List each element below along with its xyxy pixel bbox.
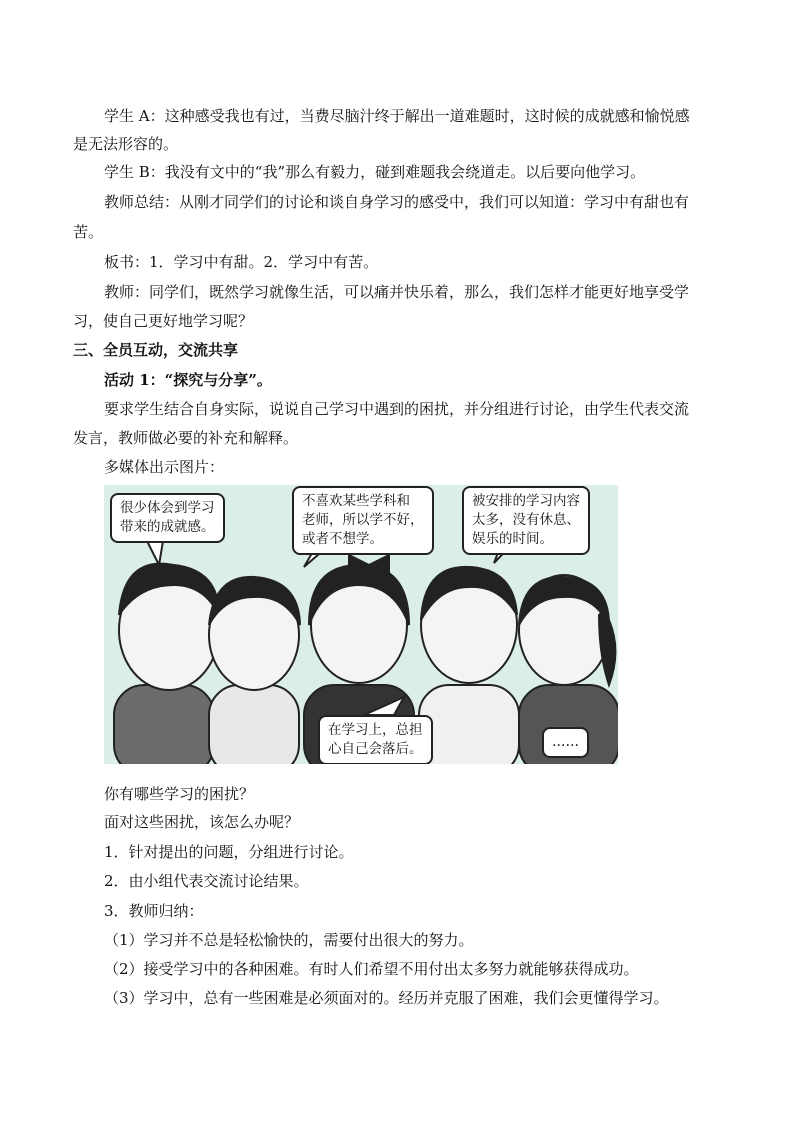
question-2: 面对这些困扰，该怎么办呢？ [104, 813, 300, 831]
bubble-4-line-1: 在学习上，总担 [328, 722, 423, 738]
speech-bubble-5 [542, 727, 589, 758]
question-1: 你有哪些学习的困扰？ [104, 785, 255, 803]
paragraph-multimedia: 多媒体出示图片： [104, 458, 225, 476]
paragraph-teacher-summary-line1: 教师总结：从刚才同学们的讨论和谈自身学习的感受中，我们可以知道：学习中有甜也有 [104, 193, 690, 211]
bubble-3-line-3: 娱乐的时间。 [472, 531, 553, 547]
speech-bubble-2 [292, 486, 434, 555]
activity-1-heading: 活动 1：“探究与分享”。 [104, 371, 272, 389]
conclusion-2: （2）接受学习中的各种困难。有时人们希望不用付出太多努力就能够获得成功。 [104, 960, 639, 978]
bubble-2-line-2: 老师，所以学不好， [302, 512, 424, 528]
bubble-4-line-2: 心自己会落后。 [328, 741, 423, 757]
step-2: 2．由小组代表交流讨论结果。 [104, 872, 309, 890]
step-1: 1．针对提出的问题，分组进行讨论。 [104, 843, 354, 861]
student-2-body [209, 685, 299, 764]
bubble-1-line-1: 很少体会到学习 [120, 500, 215, 516]
paragraph-teacher-line2: 习，使自己更好地学习呢？ [73, 312, 254, 330]
paragraph-board-writing: 板书：1．学习中有甜。2．学习中有苦。 [104, 253, 379, 271]
bubble-3-line-2: 太多，没有休息、 [472, 512, 580, 528]
bubble-3-line-1: 被安排的学习内容 [472, 493, 580, 509]
paragraph-student-a-line1: 学生 A：这种感受我也有过，当费尽脑汁终于解出一道难题时，这时候的成就感和愉悦感 [104, 107, 690, 125]
student-4-body [419, 685, 519, 764]
speech-bubble-4 [318, 715, 433, 764]
speech-bubble-1 [110, 493, 225, 543]
paragraph-student-a-line2: 是无法形容的。 [73, 135, 179, 153]
section-heading-3: 三、全员互动，交流共享 [73, 341, 239, 359]
conclusion-3: （3）学习中，总有一些困难是必须面对的。经历并克服了困难，我们会更懂得学习。 [104, 989, 669, 1007]
bubble-2-line-3: 或者不想学。 [302, 531, 383, 547]
bubble-2-line-1: 不喜欢某些学科和 [302, 493, 410, 509]
conclusion-1: （1）学习并不总是轻松愉快的，需要付出很大的努力。 [104, 931, 474, 949]
illustration-students-talking [104, 485, 618, 764]
paragraph-teacher-summary-line2: 苦。 [73, 223, 104, 241]
student-1-body [114, 685, 214, 764]
step-3: 3．教师归纳： [104, 902, 204, 920]
student-5-ponytail [599, 610, 615, 685]
bubble-5-text: …… [552, 734, 579, 750]
paragraph-student-b: 学生 B：我没有文中的“我”那么有毅力，碰到难题我会绕道走。以后要向他学习。 [104, 163, 646, 181]
bubble-1-line-2: 带来的成就感。 [120, 519, 215, 535]
paragraph-requirement-line2: 发言，教师做必要的补充和解释。 [73, 429, 299, 447]
paragraph-teacher-line1: 教师：同学们，既然学习就像生活，可以痛并快乐着，那么，我们怎样才能更好地享受学 [104, 283, 690, 301]
paragraph-requirement-line1: 要求学生结合自身实际，说说自己学习中遇到的困扰，并分组进行讨论，由学生代表交流 [104, 400, 690, 418]
speech-bubble-3 [462, 486, 590, 555]
